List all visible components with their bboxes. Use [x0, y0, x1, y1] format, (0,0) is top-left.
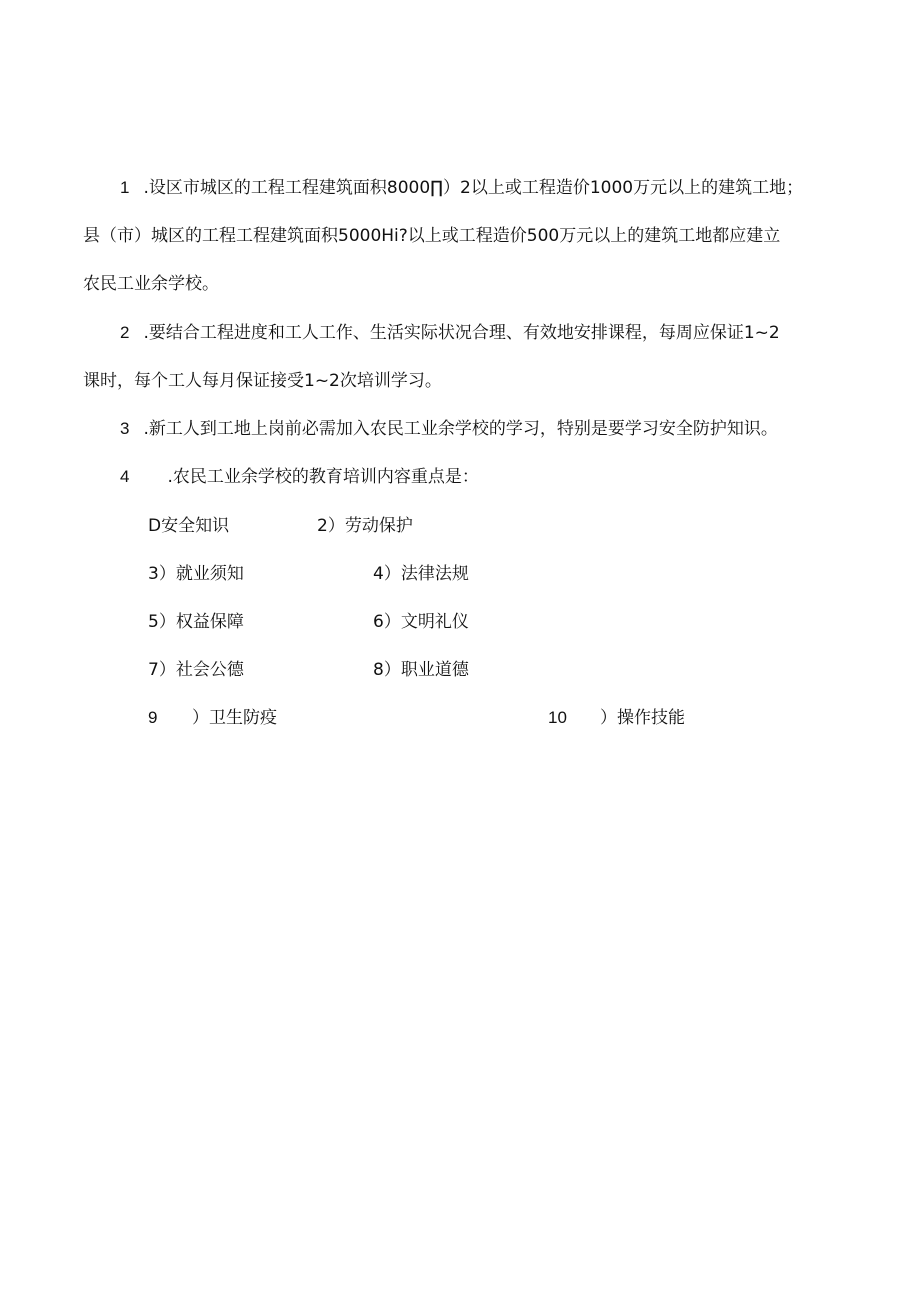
item-4-line-1: [120, 465, 479, 489]
item-3-number: 3: [120, 419, 130, 438]
topic-1: D安全知识: [148, 516, 230, 536]
item-2-line-1: [120, 321, 780, 345]
topic-4: 4）法律法规: [373, 564, 469, 584]
item-3-text-line-1: .新工人到工地上岗前必需加入农民工业余学校的学习，特别是要学习安全防护知识。: [143, 419, 778, 439]
topic-5: 5）权益保障: [148, 612, 244, 632]
item-1-line-2: [83, 224, 780, 248]
topic-3: 3）就业须知: [148, 564, 244, 584]
topic-6: 6）文明礼仪: [373, 612, 469, 632]
item-2-text-line-1: .要结合工程进度和工人工作、生活实际状况合理、有效地安排课程，每周应保证1~2: [143, 323, 780, 343]
item-2-line-2: [83, 369, 442, 393]
topic-9: ）卫生防疫: [192, 708, 277, 728]
topic-2: 2）劳动保护: [317, 516, 413, 536]
topic-8: 8）职业道德: [373, 660, 469, 680]
item-1-text-line-3: 农民工业余学校。: [83, 274, 219, 294]
topic-10: ）操作技能: [600, 708, 685, 728]
item-4-text-line-1: .农民工业余学校的教育培训内容重点是：: [167, 467, 479, 487]
topic-9-number: 9: [148, 708, 158, 727]
item-3-line-1: [120, 417, 778, 441]
item-1-line-1: [120, 176, 803, 200]
item-1-line-3: [83, 272, 219, 296]
topic-10-number: 10: [548, 708, 567, 727]
item-1-number: 1: [120, 178, 130, 197]
item-4-number: 4: [120, 467, 130, 486]
topic-7: 7）社会公德: [148, 660, 244, 680]
item-2-number: 2: [120, 323, 130, 342]
item-2-text-line-2: 课时，每个工人每月保证接受1~2次培训学习。: [83, 371, 442, 391]
item-1-text-line-2: 县（市）城区的工程工程建筑面积5000Hi?以上或工程造价500万元以上的建筑工地都应建立: [83, 226, 781, 246]
item-1-text-line-1: .设区市城区的工程工程建筑面积8000∏）2以上或工程造价1000万元以上的建筑工地；: [143, 178, 804, 198]
